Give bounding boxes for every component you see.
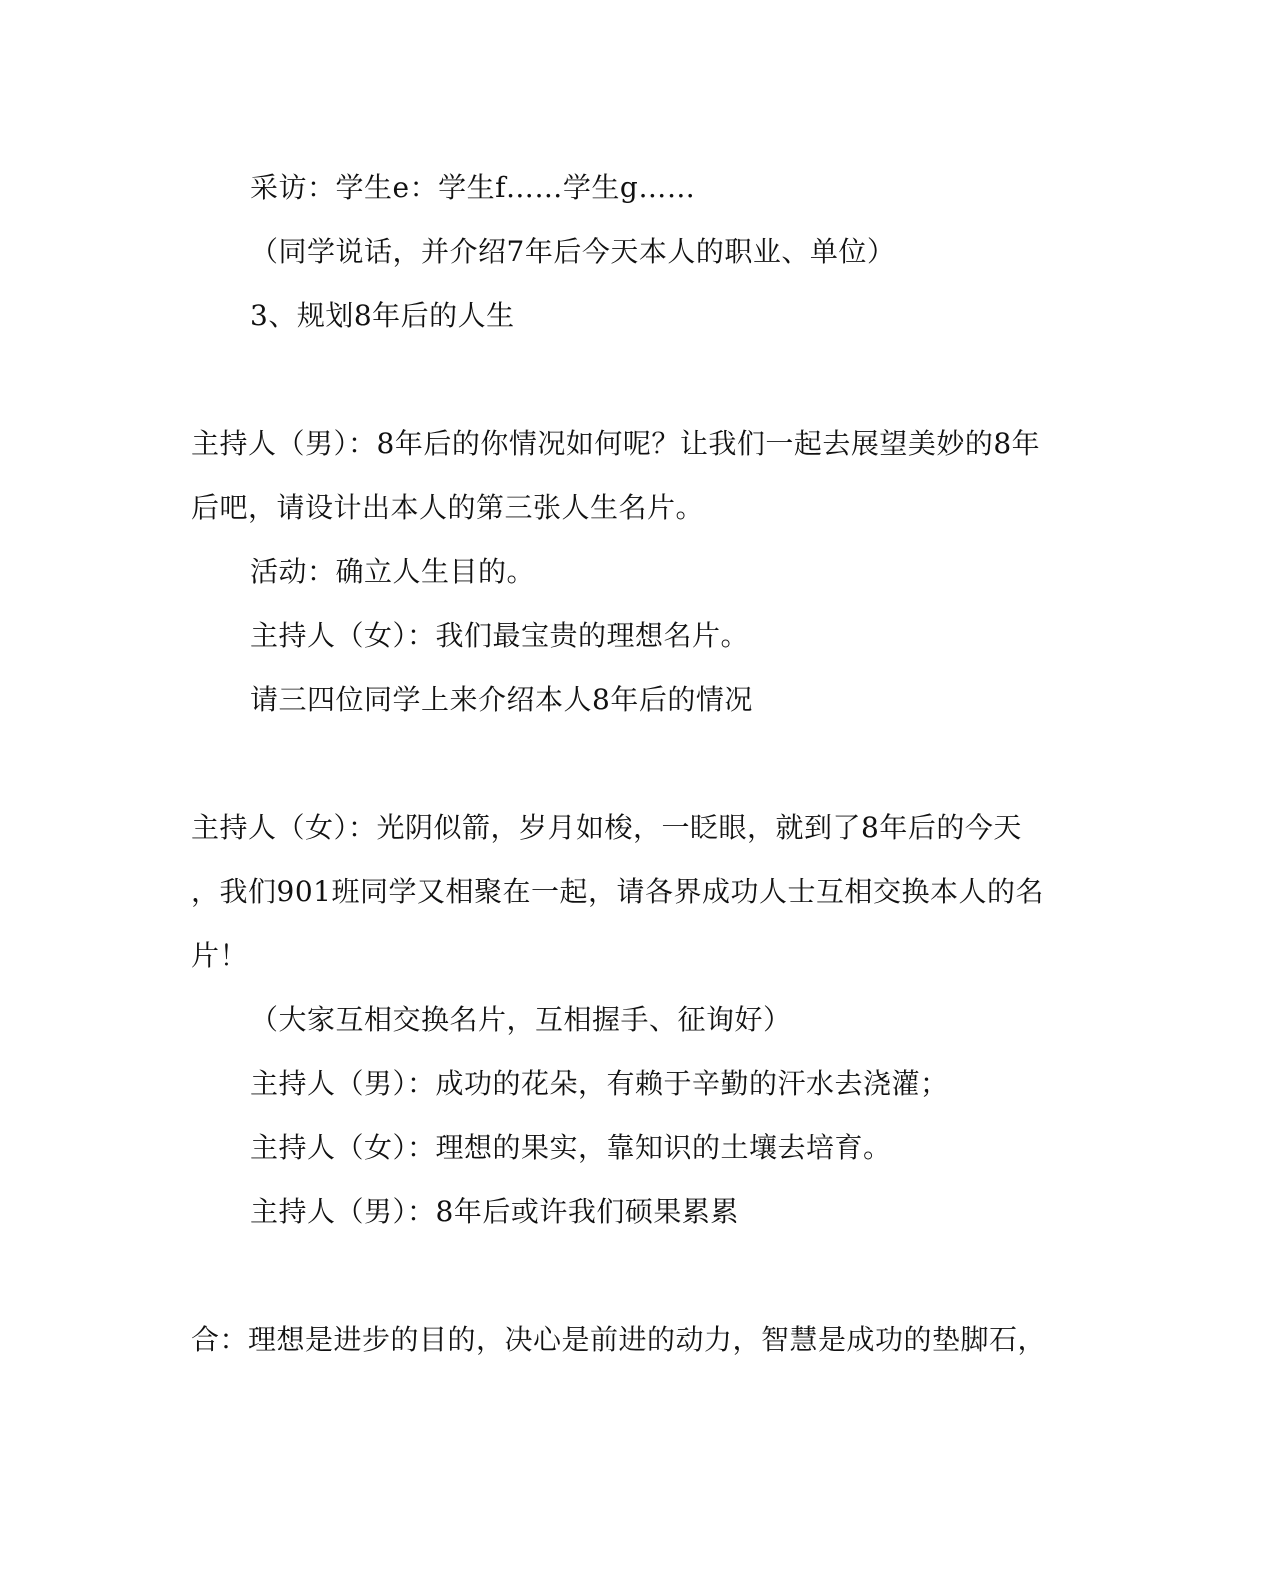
chorus-line: 合：理想是进步的目的，决心是前进的动力，智慧是成功的垫脚石， — [191, 1323, 1047, 1356]
instruction-line: 请三四位同学上来介绍本人8年后的情况 — [250, 683, 753, 716]
host-female-line: 主持人（女）：理想的果实，靠知识的土壤去培育。 — [250, 1131, 892, 1164]
host-male-line: 主持人（男）：8年后的你情况如何呢？让我们一起去展望美妙的8年 — [191, 427, 1041, 460]
host-female-line: 主持人（女）：光阴似箭，岁月如梭，一眨眼，就到了8年后的今天 — [191, 811, 1022, 844]
activity-line: 活动：确立人生目的。 — [250, 555, 536, 588]
host-male-line: 主持人（男）：成功的花朵，有赖于辛勤的汗水去浇灌； — [250, 1067, 949, 1100]
stage-direction-line: （大家互相交换名片，互相握手、征询好） — [250, 1003, 792, 1036]
host-female-line-continued: ，我们901班同学又相聚在一起，请各界成功人士互相交换本人的名 — [191, 875, 1044, 908]
host-female-line-end: 片！ — [191, 939, 249, 972]
section-heading: 3、规划8年后的人生 — [250, 299, 515, 332]
host-male-line-continued: 后吧，请设计出本人的第三张人生名片。 — [191, 491, 705, 524]
interview-line: 采访：学生e：学生f……学生g…… — [250, 171, 696, 204]
stage-direction-line: （同学说话，并介绍7年后今天本人的职业、单位） — [250, 235, 896, 268]
host-female-line: 主持人（女）：我们最宝贵的理想名片。 — [250, 619, 750, 652]
host-male-line: 主持人（男）：8年后或许我们硕果累累 — [250, 1195, 739, 1228]
